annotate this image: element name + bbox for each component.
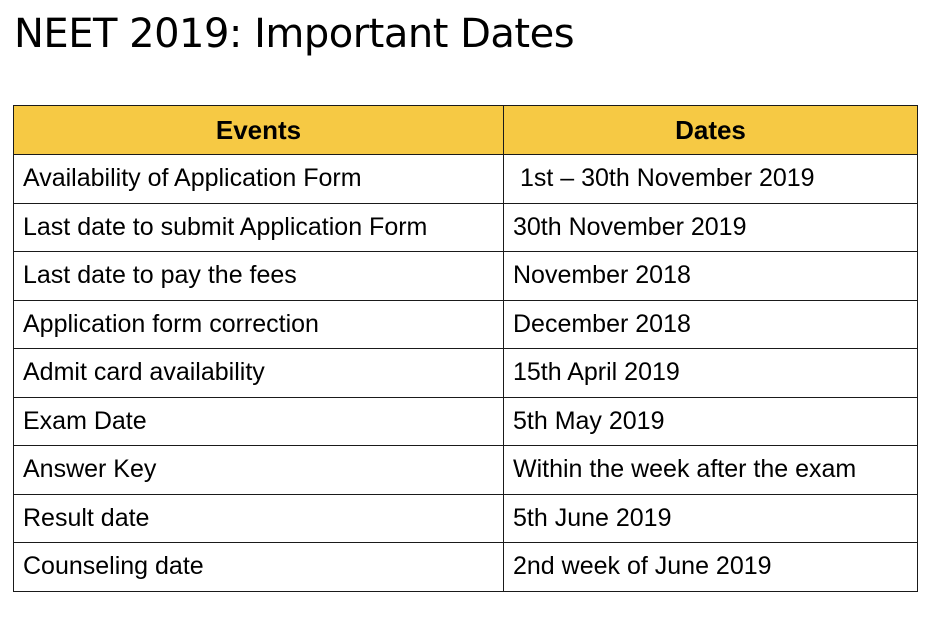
date-cell: 15th April 2019	[504, 349, 918, 398]
column-header-events: Events	[14, 106, 504, 155]
event-cell: Last date to pay the fees	[14, 252, 504, 301]
table-row	[14, 300, 918, 349]
table-row	[14, 543, 918, 592]
date-cell: November 2018	[504, 252, 918, 301]
table-row	[14, 155, 918, 204]
table-row	[14, 349, 918, 398]
table-row	[14, 494, 918, 543]
page-title: NEET 2019: Important Dates	[14, 11, 575, 57]
date-cell: December 2018	[504, 300, 918, 349]
event-cell: Result date	[14, 494, 504, 543]
table-row	[14, 252, 918, 301]
event-cell: Availability of Application Form	[14, 155, 504, 204]
date-cell: Within the week after the exam	[504, 446, 918, 495]
event-cell: Application form correction	[14, 300, 504, 349]
date-cell: 5th May 2019	[504, 397, 918, 446]
column-header-dates: Dates	[504, 106, 918, 155]
important-dates-table	[13, 105, 918, 592]
table-header-row	[14, 106, 918, 155]
event-cell: Admit card availability	[14, 349, 504, 398]
event-cell: Answer Key	[14, 446, 504, 495]
table-row	[14, 446, 918, 495]
event-cell: Last date to submit Application Form	[14, 203, 504, 252]
date-cell: 1st – 30th November 2019	[504, 155, 918, 204]
event-cell: Exam Date	[14, 397, 504, 446]
table-row	[14, 203, 918, 252]
date-cell: 5th June 2019	[504, 494, 918, 543]
date-cell: 30th November 2019	[504, 203, 918, 252]
table-row	[14, 397, 918, 446]
event-cell: Counseling date	[14, 543, 504, 592]
date-cell: 2nd week of June 2019	[504, 543, 918, 592]
